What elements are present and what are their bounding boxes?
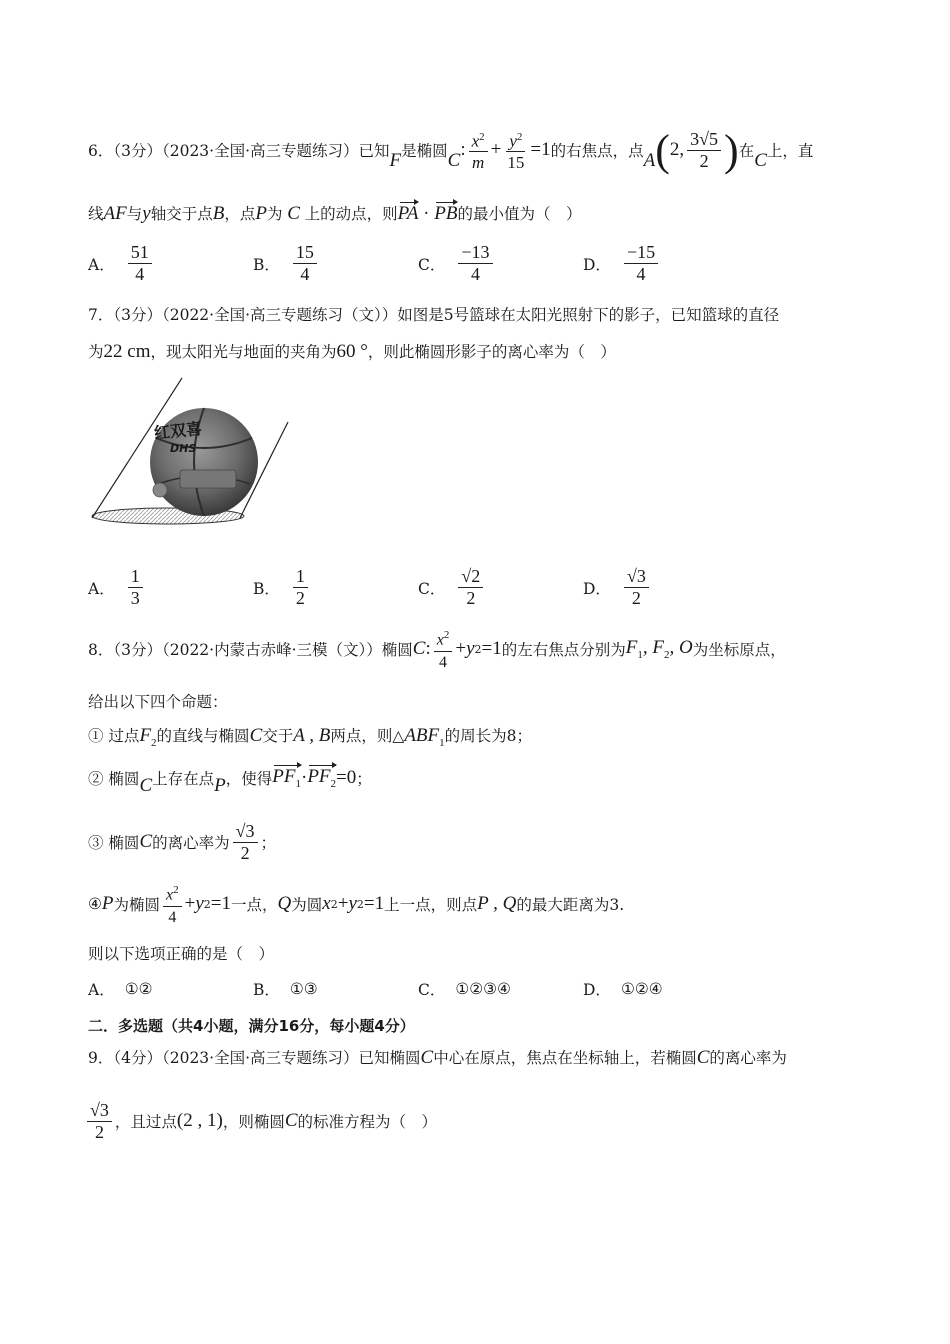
frac-den: 4 xyxy=(636,264,646,284)
q6-option-d[interactable] xyxy=(583,242,748,285)
q7-l2-b: ，现太阳光与地面的夹角为 xyxy=(150,343,337,361)
p4-d: 为圆 xyxy=(291,896,323,914)
option-label: D． xyxy=(583,579,611,598)
q7-angle: 60 ° xyxy=(336,341,368,362)
frac-num: √3 xyxy=(624,566,649,588)
frac-den: 2 xyxy=(295,588,305,608)
frac-den: 3 xyxy=(130,588,140,608)
q6-math-B: B xyxy=(212,203,225,224)
q7-line2 xyxy=(88,340,862,363)
q6-math-y: y xyxy=(142,203,151,224)
q9-l1-b: 中心在原点，焦点在坐标轴上，若椭圆 xyxy=(433,1049,697,1067)
frac-num: 1 xyxy=(128,566,143,588)
q8-text2: 为坐标原点， xyxy=(692,641,786,659)
q6-line1: 6．（3分）（2023·全国·高三专题练习）已知 F 是椭圆 C : $\frac{x^2}{m}$ + $\frac{y^2}{15}$ =1 的右焦点，点 A ( 2, $\frac{3√5}{2}$ ) 在 C 上，直 xyxy=(88,125,814,175)
p1-a: ① 过点 xyxy=(88,727,140,745)
q6-l2-f: 上的动点，则 xyxy=(304,205,398,223)
q9-l2-a: ，且过点 xyxy=(114,1113,177,1131)
q9-point: (2 , 1) xyxy=(176,1110,223,1131)
q6-line2: 线AF与y轴交于点B，点P为 C 上的动点，则PA · PB的最小值为（ ） xyxy=(88,203,582,224)
q7-options xyxy=(88,566,868,609)
frac-num: 51 xyxy=(128,242,152,264)
q8-prefix: 8．（3分）（2022·内蒙古赤峰·三模（文））椭圆 xyxy=(88,641,413,659)
q7-option-a[interactable] xyxy=(88,566,253,609)
option-fraction xyxy=(624,566,649,609)
vec-PF2: $PF_2$ xyxy=(307,766,337,790)
option-fraction xyxy=(293,242,317,285)
option-text: ①②④ xyxy=(620,980,663,998)
q8-math-C: C xyxy=(412,638,426,659)
p4-a: ④ xyxy=(88,895,102,913)
option-label: C． xyxy=(418,255,446,274)
q6-vec-PA: PA xyxy=(397,203,419,224)
option-fraction xyxy=(458,242,492,285)
q8-option-a[interactable] xyxy=(88,978,253,1000)
q6-option-a[interactable] xyxy=(88,242,253,285)
q6-math-F: F xyxy=(389,150,402,171)
option-label: A． xyxy=(88,579,115,598)
q6-option-c[interactable] xyxy=(418,242,583,285)
option-fraction xyxy=(128,242,152,285)
q6-math-AF: AF xyxy=(103,203,127,224)
q6-option-b[interactable] xyxy=(253,242,418,285)
frac-den: 4 xyxy=(300,264,310,284)
q6-l2-a: 线 xyxy=(88,205,104,223)
option-label: B． xyxy=(253,981,280,999)
q8-ask: 则以下选项正确的是（ ） xyxy=(88,945,275,963)
p3-c: ； xyxy=(260,834,277,852)
option-label: A． xyxy=(88,255,115,274)
frac-den: 4 xyxy=(135,264,145,284)
frac-num: −13 xyxy=(458,242,492,264)
p4-c: 一点， xyxy=(231,896,278,914)
p1-d: 两点，则△ xyxy=(330,727,405,745)
q6-l2-b: 与 xyxy=(126,205,143,223)
option-label: B． xyxy=(253,579,280,598)
q6-vec-PB: PB xyxy=(434,203,458,224)
q6-text4: 上，直 xyxy=(766,142,814,160)
q8-option-c[interactable] xyxy=(418,978,583,1000)
option-label: C． xyxy=(418,579,446,598)
q7-diameter: 22 cm xyxy=(103,341,151,362)
p2-d: ； xyxy=(356,770,372,788)
option-label: D． xyxy=(583,255,611,274)
q6-frac-y215: $\frac{y^2}{15}$ xyxy=(504,127,527,174)
q7-option-d[interactable] xyxy=(583,566,748,609)
option-label: A． xyxy=(88,981,115,999)
q6-math-P: P xyxy=(255,203,267,224)
q9-line1: 9．（4分）（2023·全国·高三专题练习）已知椭圆C中心在原点，焦点在坐标轴上，若椭圆C的离心率为 xyxy=(88,1047,787,1068)
q9-l1-c: 的离心率为 xyxy=(709,1049,787,1067)
q6-math-C: C xyxy=(447,150,461,171)
option-fraction xyxy=(128,566,143,609)
q8-prop3: ③ 椭圆 C 的离心率为 $\frac{√3}{2}$ ； xyxy=(88,820,277,863)
q8-given: 给出以下四个命题： xyxy=(88,693,228,711)
q8-prop2: ② 椭圆 C 上存在点 P ，使得 $PF_1$ · $PF_2$ =0 ； xyxy=(88,766,372,796)
ball-brand: 红双喜 xyxy=(153,418,203,443)
q9-l2-b: ，则椭圆 xyxy=(222,1113,285,1131)
frac-num: −15 xyxy=(624,242,658,264)
q6-l2-g: 的最小值为（ ） xyxy=(457,205,582,223)
q7-l2-c: ，则此椭圆形影子的离心率为（ ） xyxy=(367,343,616,361)
section-heading-multiple-choice: 二．多选题（共4小题，满分16分，每小题4分） xyxy=(88,1017,415,1035)
frac-num: 1 xyxy=(293,566,308,588)
q9-l2-c: 的标准方程为（ ） xyxy=(297,1113,438,1131)
q7-l2-a: 为 xyxy=(88,343,104,361)
p4-e: 上一点，则点 xyxy=(384,896,478,914)
p1-c: 交于 xyxy=(262,727,294,745)
q8-option-b[interactable] xyxy=(253,978,418,1000)
p2-c: ，使得 xyxy=(225,770,273,788)
q6-frac-x2m: $\frac{x^2}{m}$ xyxy=(469,127,488,174)
q6-math-C2: C xyxy=(754,150,767,171)
q6-options xyxy=(88,242,868,285)
option-label: B． xyxy=(253,255,280,274)
q6-text2: 的右焦点，点 xyxy=(550,142,644,160)
option-label: C． xyxy=(418,981,446,999)
p1-e: 的周长为8； xyxy=(444,727,533,745)
p4-frac: $\frac{x^2}{4}$ xyxy=(163,880,182,927)
q8-text1: 的左右焦点分别为 xyxy=(501,641,626,659)
q8-frac-x24: $\frac{x^2}{4}$ xyxy=(434,625,453,672)
p3-frac: $\frac{√3}{2}$ xyxy=(233,821,258,864)
basketball-shadow-figure xyxy=(86,372,296,534)
frac-num: √2 xyxy=(458,566,483,588)
option-text: ①② xyxy=(124,980,153,998)
p3-b: 的离心率为 xyxy=(152,834,230,852)
p2-a: ② 椭圆 xyxy=(88,770,140,788)
q9-l1-a: 9．（4分）（2023·全国·高三专题练习）已知椭圆 xyxy=(88,1049,421,1067)
option-fraction xyxy=(624,242,658,285)
q8-option-d[interactable] xyxy=(583,978,748,1000)
q7-option-c[interactable] xyxy=(418,566,583,609)
q9-frac: $\frac{√3}{2}$ xyxy=(87,1100,112,1143)
q8-options xyxy=(88,978,868,1000)
ball-brand-2: DHS xyxy=(170,442,197,455)
q6-math-A: A xyxy=(643,150,656,171)
q6-l2-e: 为 xyxy=(266,205,283,223)
q6-math-C3: C xyxy=(282,203,305,224)
q6-l2-d: ，点 xyxy=(224,205,256,223)
q7-line1: 7．（3分）（2022·全国·高三专题练习（文））如图是5号篮球在太阳光照射下的影子，已知篮球的直径 xyxy=(88,306,780,324)
frac-num: 15 xyxy=(293,242,317,264)
option-label: D． xyxy=(583,981,611,999)
q8-prop4: ④ P 为椭圆 $\frac{x^2}{4}$ + y 2 =1 一点， Q 为圆 x 2 + y 2 =1 上一点，则点 P , Q 的最大距离为3. xyxy=(88,880,862,928)
q9-line2: $\frac{√3}{2}$ ，且过点 (2 , 1) ，则椭圆 C 的标准方程为（ ） xyxy=(84,1096,862,1146)
p3-a: ③ 椭圆 xyxy=(88,834,140,852)
option-text: ①③ xyxy=(289,980,318,998)
q8-prop1: ① 过点$F_2$的直线与椭圆C交于A , B两点，则$\triangle ABF_1$的周长为8； xyxy=(88,725,533,749)
vec-PF1: $PF_1$ xyxy=(272,766,301,790)
option-text: ①②③④ xyxy=(455,980,511,998)
frac-den: 2 xyxy=(631,588,641,608)
q6-text3: 在 xyxy=(738,142,755,160)
q8-math-foci: $F_1$, $F_2$, O xyxy=(625,637,693,661)
frac-den: 4 xyxy=(470,264,480,284)
q7-option-b[interactable] xyxy=(253,566,418,609)
q6-text1: 是椭圆 xyxy=(401,142,448,160)
q6-frac-3root5: $\frac{3√5}{2}$ xyxy=(687,129,721,172)
option-fraction xyxy=(293,566,308,609)
p2-b: 上存在点 xyxy=(152,770,215,788)
p4-b: 为椭圆 xyxy=(113,896,161,914)
p4-f: 的最大距离为3. xyxy=(516,896,625,914)
option-fraction xyxy=(458,566,483,609)
q8-line1: 8．（3分）（2022·内蒙古赤峰·三模（文））椭圆 C : $\frac{x^2}{4}$ + y 2 =1 的左右焦点分别为 $F_1$, $F_2$, O 为坐标原点， xyxy=(88,626,862,672)
q6-prefix: 6．（3分）（2023·全国·高三专题练习）已知 xyxy=(88,142,390,160)
q6-l2-c: 轴交于点 xyxy=(150,205,213,223)
frac-den: 2 xyxy=(466,588,476,608)
p1-b: 的直线与椭圆 xyxy=(156,727,250,745)
